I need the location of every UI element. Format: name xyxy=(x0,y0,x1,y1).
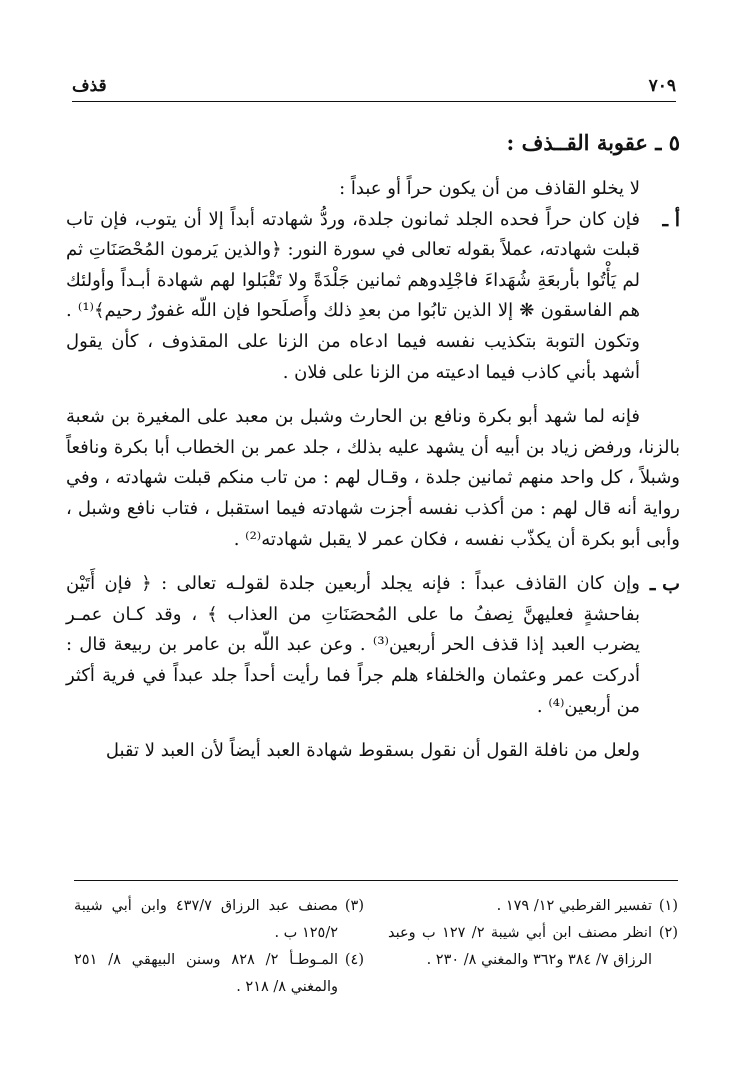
footnote-4 xyxy=(74,947,364,1001)
footnote-4-text: المـوطـأ ٢/ ٨٢٨ وسنن البيهقي ٨/ ٢٥١ والمغني ٨/ ٢١٨ . xyxy=(74,952,339,995)
footnote-2 xyxy=(388,920,678,974)
footnote-3-number: (٣) xyxy=(344,898,364,914)
footnote-1-text: تفسير القرطبي ١٢/ ١٧٩ . xyxy=(496,898,652,914)
footnote-1 xyxy=(388,893,678,920)
paragraph-2: فإنه لما شهد أبو بكرة ونافع بن الحارث وشبل بن معبد على المغيرة بن شعبة بالزنا، ورفض زياد بن أبيه أن يشهد عليه بذلك ، جلد عمر بن الخطاب أبا بكرة ونافعاً وشبلاً ، كل واحد منهم ثمانين جلدة ، وقـال لهم : من تاب منكم قبلت شهادته ، وفي رواية أنه قال لهم : من أكذب نفسه أجزت شهادته فيما استقبل ، فتاب نافع وشبل ، وأبى أبو بكرة أن يكذّب نفسه ، فكان عمر لا يقبل شهادته⁽²⁾ . xyxy=(66,406,680,550)
list-marker-b: ب ـ xyxy=(649,573,680,596)
list-marker-a: أ ـ xyxy=(662,208,680,231)
footnotes xyxy=(74,880,678,1001)
running-title: قذف xyxy=(72,76,107,96)
paragraph-4: ولعل من نافلة القول أن نقول بسقوط شهادة العبد أيضاً لأن العبد لا تقبل xyxy=(105,740,640,762)
list-item-b xyxy=(66,569,680,722)
footnote-4-number: (٤) xyxy=(344,952,364,968)
page-header xyxy=(72,74,676,102)
list-item-a xyxy=(66,205,680,389)
item-b-text: وإن كان القاذف عبداً : فإنه يجلد أربعين جلدة لقولـه تعالى : ﴿ فإن أَتَيْن بفاحشةٍ فعليهنَّ نِصفُ ما على المُحصَنَاتِ من العذاب ﴾ ، وقد كـان عمـر يضرب العبد إذا قذف الحر أربعين⁽³⁾ . وعن عبد اللّه بن عامر بن ربيعة قال : أدركت عمر وعثمان والخلفاء هلم جراً فما رأيت أحداً جلد عبداً في فرية أكثر من أربعين⁽⁴⁾ . xyxy=(66,573,640,717)
footnote-1-number: (١) xyxy=(658,898,678,914)
footnote-column-left xyxy=(74,893,364,1001)
section-heading: ٥ ـ عقوبة القــذف : xyxy=(506,130,680,155)
intro-paragraph: لا يخلو القاذف من أن يكون حراً أو عبداً : xyxy=(339,178,640,199)
footnote-column-right xyxy=(388,893,678,1001)
page-body xyxy=(66,126,680,767)
footnote-separator xyxy=(74,880,678,881)
header-rule xyxy=(72,101,676,102)
footnote-3-text: مصنف عبد الرزاق ٤٣٧/٧ وابن أبي شيبة ١٢٥/٢ ب . xyxy=(74,898,338,941)
footnote-3 xyxy=(74,893,364,947)
footnote-2-text: انظر مصنف ابن أبي شيبة ٢/ ١٢٧ ب وعبد الرزاق ٧/ ٣٨٤ و٣٦٢ والمغني ٨/ ٢٣٠ . xyxy=(388,925,652,968)
page-number: ٧٠٩ xyxy=(648,76,676,96)
item-a-text: فإن كان حراً فحده الجلد ثمانون جلدة، وردُّ شهادته أبداً إلا أن يتوب، فإن تاب قبلت شهادته، عملاً بقوله تعالى في سورة النور: ﴿والذين يَرمون المُحْصَنَاتِ ثم لم يَأْتُوا بأربعَةِ شُهَداءَ فاجْلِدوهم ثمانين جَلْدَةً ولا تَقْبَلوا لهم شهادة أبـداً وأولئك هم الفاسقون ❋ إلا الذين تابُوا من بعدِ ذلك وأَصلَحوا فإن اللّه غفورٌ رحيم﴾⁽¹⁾ . وتكون التوبة بتكذيب نفسه فيما ادعاه من الزنا على المقذوف ، كأن يقول أشهد بأني كاذب فيما ادعيته من الزنا على فلان . xyxy=(66,208,640,383)
footnote-2-number: (٢) xyxy=(658,925,678,941)
